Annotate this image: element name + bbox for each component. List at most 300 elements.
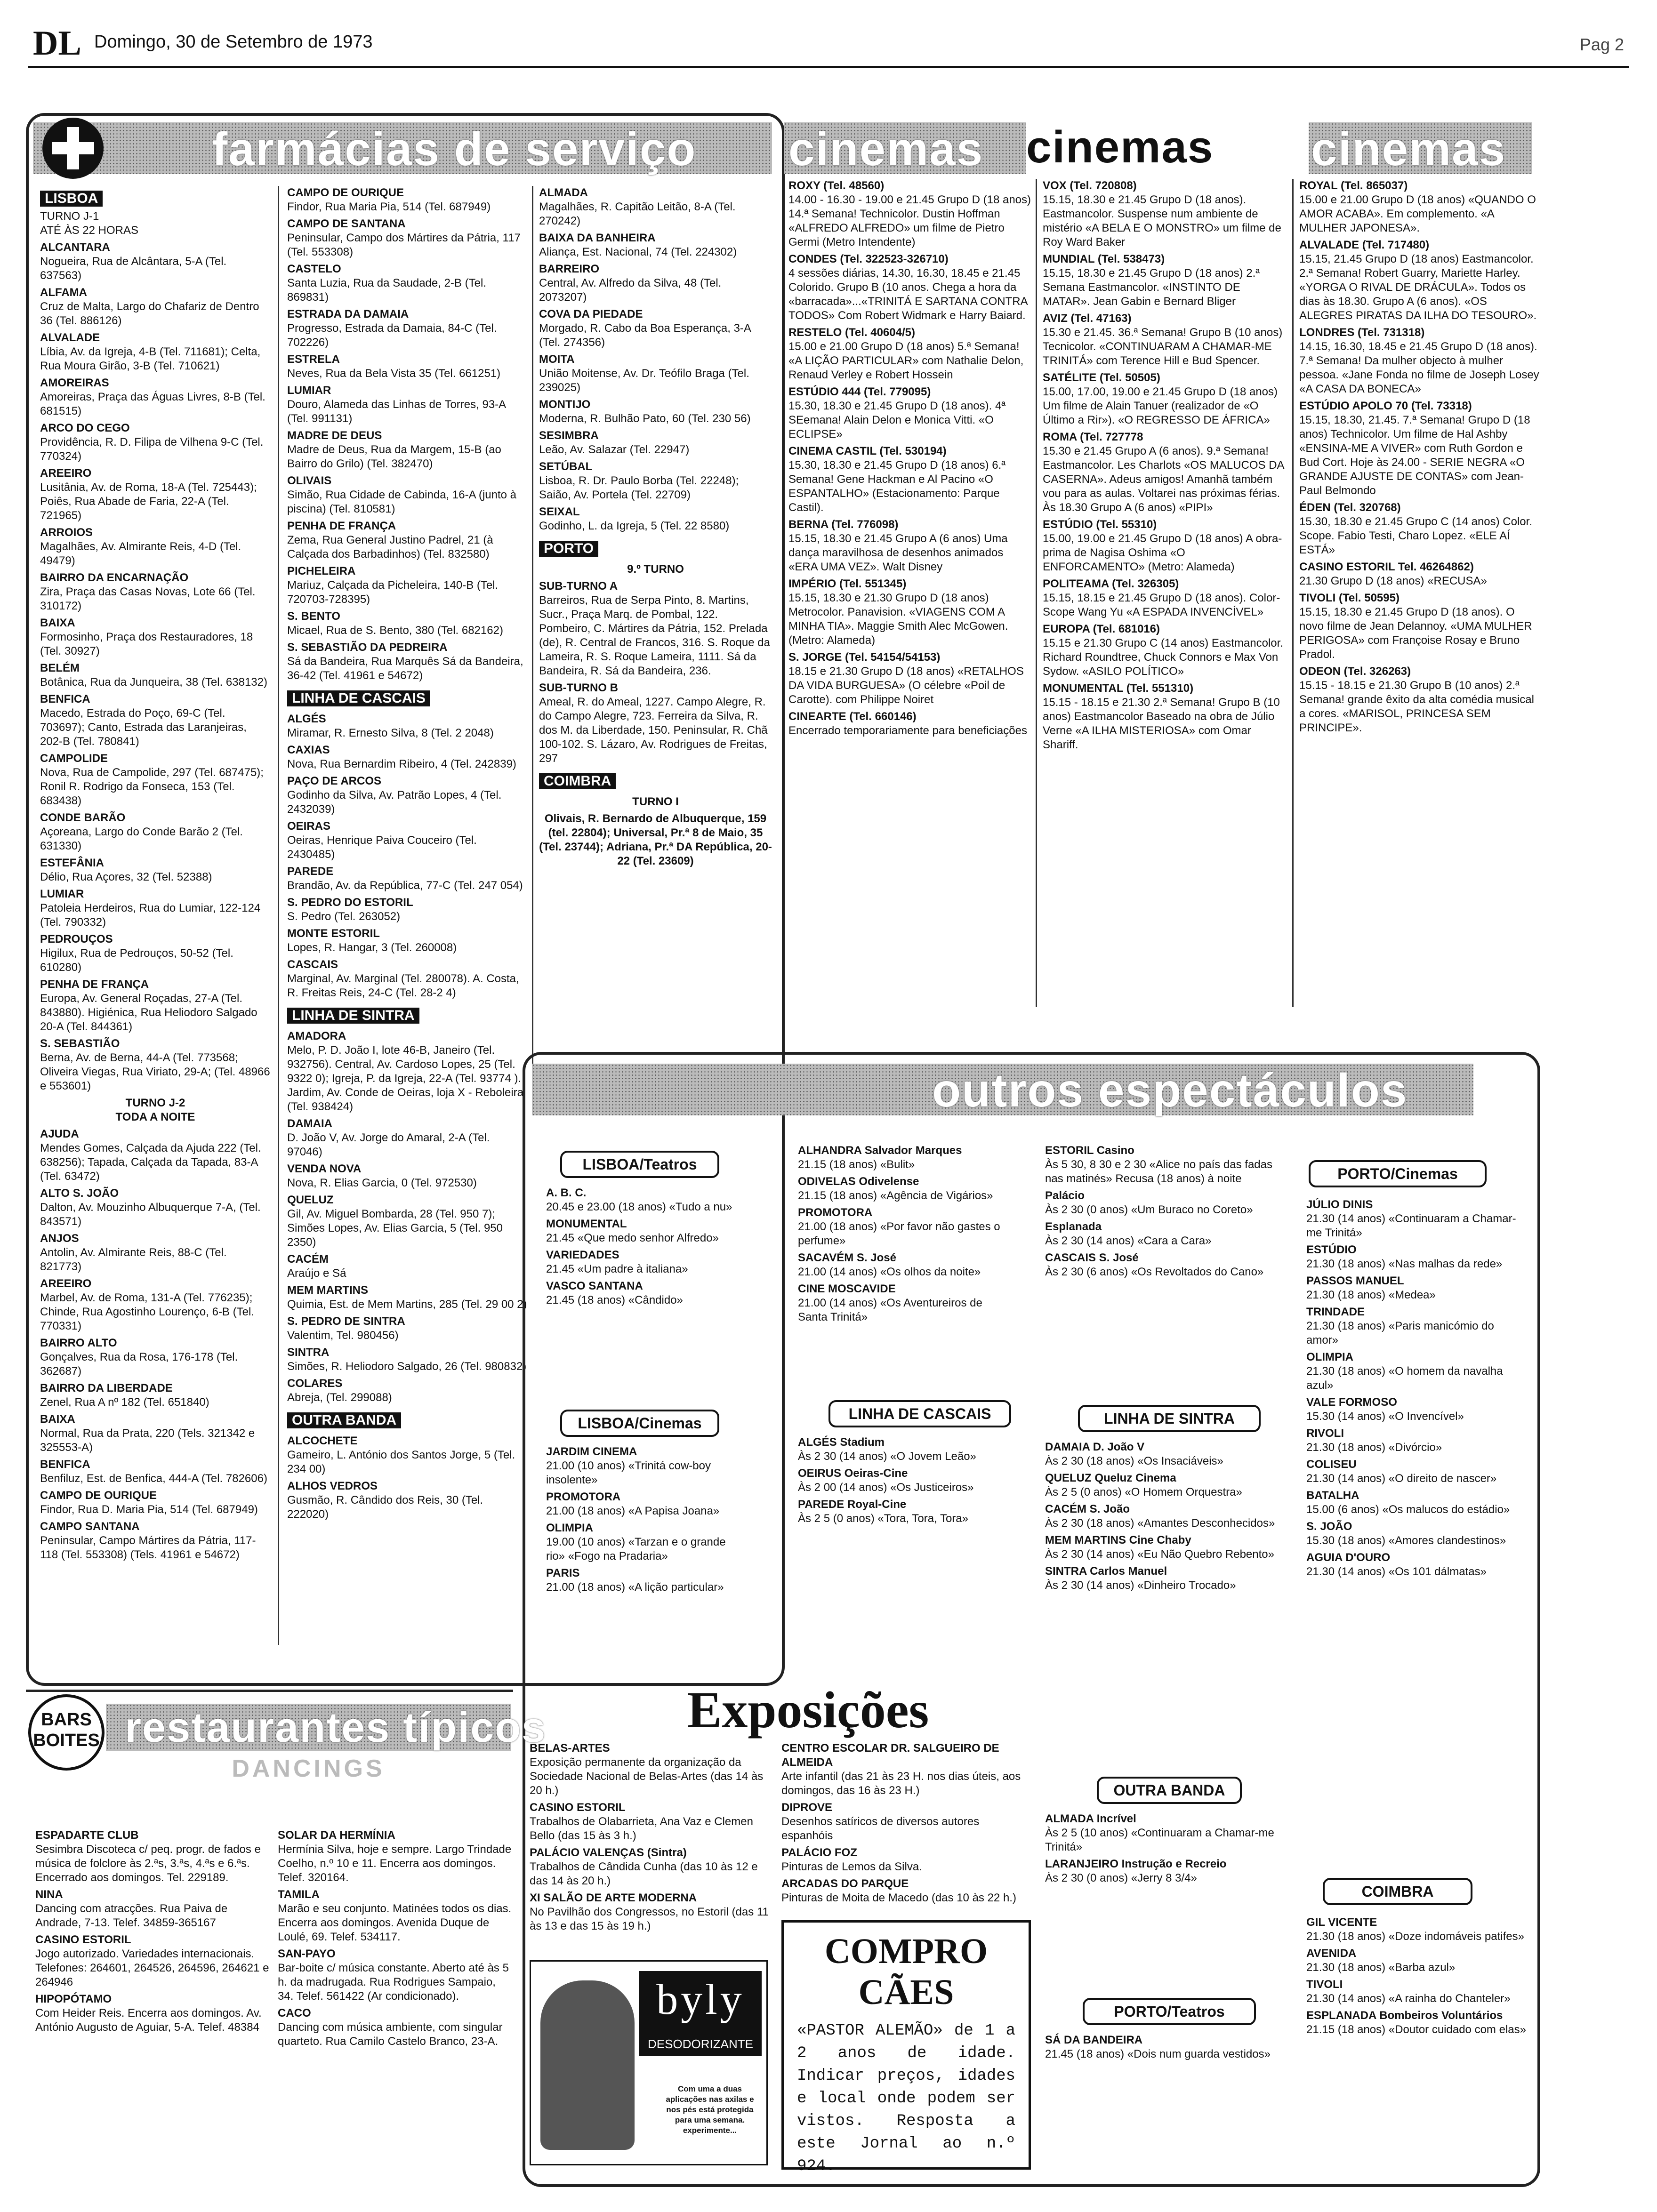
entry-heading: MOITA [539,353,575,366]
listing-entry [1043,518,1287,574]
entry-text: 15.15, 18.30 e 21.45 Grupo D (18 anos). O novo filme de Jean Delannoy. «UMA MULHER PERIGOSA» com Françoise Rosay e Bruno Pradol. [1299,606,1536,661]
byly-brand: byly [639,1971,762,2032]
entry-heading: BATALHA [1306,1489,1359,1502]
entry-heading: PEDROUÇOS [40,933,113,946]
entry-heading: ESTÚDIO APOLO 70 (Tel. 73318) [1299,400,1472,412]
entry-heading: EUROPA (Tel. 681016) [1043,623,1160,635]
listing-entry [40,1458,271,1486]
listing-entry [798,1498,1000,1526]
entry-text: 15.00, 19.00 e 21.45 Grupo D (18 anos) A obra-prima de Nagisa Oshima «O ENFORCAMENTO» (Metro: Alameda) [1043,532,1282,573]
entry-text: 4 sessões diárias, 14.30, 16.30, 18.45 e 21.45 Colorido. Grupo B (10 anos. Chega a hora da «barracada»...«TRINITÁ E SARTANA CONTRA TODOS» Com Robert Widmark e Harry Baiard. [788,267,1030,322]
entry-text: 15.00 e 21.00 Grupo D (18 anos) 5.ª Semana! «A LIÇÃO PARTICULAR» com Nathalie Delon, Renaud Verley e Robert Hossein [788,340,1027,381]
entry-text: 21.15 (18 anos) «Agência de Vigários» [798,1189,993,1202]
entry-heading: BAIRRO DA LIBERDADE [40,1382,173,1395]
listing-entry [1299,326,1543,396]
page-header [33,19,1624,66]
listing-entry [539,186,772,228]
listing-entry [287,1193,527,1250]
entry-heading: MONTIJO [539,398,591,411]
entry-text: Central, Av. Alfredo da Silva, 48 (Tel. 2073207) [539,277,724,304]
listing-entry [40,1381,271,1410]
entry-heading: ODIVELAS Odivelense [798,1175,919,1188]
entry-text: Peninsular, Campo dos Mártires da Pátria, 117 (Tel. 553308) [287,232,524,258]
entry-text: Europa, Av. General Roçadas, 27-A (Tel. 843880). Higiénica, Rua Heliodoro Salgado 20-A (Tel. 844361) [40,992,261,1033]
entry-heading: PALÁCIO VALENÇAS (Sintra) [530,1846,687,1859]
entry-text: Olivais, R. Bernardo de Albuquerque, 159 (tel. 22804); Universal, Pr.ª 8 de Maio, 35 (Tel. 23744); Adriana, Pr.ª DA República, 20-22 (Tel. 23609) [539,812,772,867]
entry-heading: MEM MARTINS Cine Chaby [1045,1534,1191,1547]
entry-heading: ESTÚDIO [1306,1243,1357,1256]
entry-text: Patoleia Herdeiros, Rua do Lumiar, 122-124 (Tel. 790332) [40,902,264,929]
entry-heading: AREEIRO [40,1277,92,1290]
listing-entry [287,743,527,771]
entry-text: Às 2 5 (0 anos) «O Homem Orquestra» [1045,1486,1242,1499]
listing-entry [40,286,271,328]
entry-heading: ARCADAS DO PARQUE [781,1877,909,1890]
listing-entry [287,927,527,955]
listing-entry [287,686,527,709]
entry-heading: CACÉM [287,1253,329,1266]
entry-text: 15.00, 17.00, 19.00 e 21.45 Grupo D (18 anos) Um filme de Alain Tanuer (realizador de «O Último a Rir»). «O REGRESSO DE ÁFRICA» [1043,385,1281,426]
listing-entry [287,1377,527,1405]
entry-heading: VALE FORMOSO [1306,1396,1397,1409]
entry-heading: PAREDE Royal-Cine [798,1498,907,1511]
entry-heading: ALVALADE (Tel. 717480) [1299,239,1430,251]
entry-heading: PROMOTORA [798,1206,873,1219]
entry-text: 21.30 (18 anos) «O homem da navalha azul» [1306,1365,1506,1392]
listing-entry [1043,430,1287,515]
entry-text: Macedo, Estrada do Poço, 69-C (Tel. 703697); Canto, Estrada das Laranjeiras, 202-B (Tel. 780841) [40,707,250,748]
listing-entry [781,1877,1026,1905]
listing-entry [40,1127,271,1184]
entry-text: Às 2 30 (18 anos) «Amantes Desconhecidos» [1045,1517,1275,1530]
listing-entry [287,186,527,214]
coimbra-list [1306,1915,1528,2160]
listing-entry [798,1251,1000,1279]
entry-heading: CASINO ESTORIL [35,1933,131,1946]
listing-entry [40,692,271,749]
entry-text: Valentim, Tel. 980456) [287,1329,399,1342]
listing-entry [788,518,1033,574]
entry-heading: ALVALADE [40,331,100,344]
farmacias-banner [33,122,772,174]
entry-heading: Palácio [1045,1189,1085,1202]
listing-entry [530,1801,774,1843]
entry-text: Godinho, L. da Igreja, 5 (Tel. 22 8580) [539,520,730,532]
entry-heading: POLITEAMA (Tel. 326305) [1043,577,1179,590]
listing-entry [798,1144,1000,1172]
entry-heading: OLIMPIA [1306,1351,1353,1363]
listing-entry [1306,1395,1528,1424]
listing-entry [1045,1471,1290,1499]
cinemas-title: cinemas [1026,122,1214,172]
entry-heading: PASSOS MANUEL [1306,1274,1404,1287]
listing-entry [287,1117,527,1159]
entry-heading: VENDA NOVA [287,1162,362,1175]
entry-heading: CINE MOSCAVIDE [798,1282,896,1295]
entry-text: Marão e seu conjunto. Matinées todos os dias. Encerra aos domingos. Avenida Duque de Loulé, 69. Telef. 534117. [278,1902,515,1943]
entry-text: Às 2 30 (14 anos) «Cara a Cara» [1045,1234,1212,1247]
entry-text: Délio, Rua Açores, 32 (Tel. 52388) [40,871,212,883]
entry-text: 21.30 (14 anos) «Os 101 dálmatas» [1306,1565,1487,1578]
column-divider [278,186,279,1645]
listing-entry [539,398,772,426]
listing-entry [35,1933,271,1989]
entry-text: Às 2 30 (6 anos) «Os Revoltados do Cano» [1045,1266,1264,1278]
entry-heading: ROMA (Tel. 727778 [1043,431,1143,443]
entry-text: Godinho da Silva, Av. Patrão Lopes, 4 (Tel. 2432039) [287,789,505,816]
entry-text: Aliança, Est. Nacional, 74 (Tel. 224302) [539,246,737,258]
entry-heading: SINTRA Carlos Manuel [1045,1565,1167,1578]
entry-heading: IMPÉRIO (Tel. 551345) [788,577,907,590]
listing-entry [781,1741,1026,1798]
listing-entry [40,1277,271,1333]
listing-entry [546,1490,744,1518]
entry-text: Oeiras, Henrique Paiva Couceiro (Tel. 2430485) [287,834,480,861]
farmacias-column-2 [287,186,527,1673]
entry-text: 15.30, 18.30 e 21.45 Grupo D (18 anos) 6.ª Semana! Gene Hackman e Al Pacino «O ESPANTALHO» (Estacionamento: Parque Castil). [788,459,1009,514]
entry-heading: AJUDA [40,1128,79,1140]
listing-entry [1043,681,1287,752]
entry-text: Açoreana, Largo do Conde Barão 2 (Tel. 631330) [40,825,246,852]
entry-text: 21.15 (18 anos) «Bulit» [798,1158,915,1171]
entry-text: Às 2 30 (14 anos) «O Jovem Leão» [798,1450,976,1463]
entry-heading: SESIMBRA [539,429,599,442]
entry-heading: MEM MARTINS [287,1284,368,1297]
listing-entry [278,1828,513,1885]
listing-entry [1306,2009,1528,2037]
entry-text: 14.00 - 16.30 - 19.00 e 21.45 Grupo D (18 anos) 14.ª Semana! Technicolor. Dustin Hoffman «ALFREDO ALFREDO» um filme de Pietro Germi (Metro Intendente) [788,193,1034,248]
listing-entry [1299,179,1539,235]
listing-entry [539,769,772,792]
listing-entry [1043,577,1287,619]
entry-text: Às 2 30 (0 anos) «Um Buraco no Coreto» [1045,1203,1253,1216]
entry-heading: BENFICA [40,693,90,705]
entry-text: 21.00 (14 anos) «Os olhos da noite» [798,1266,981,1278]
listing-entry [278,1947,513,2004]
entry-heading: CAMPO SANTANA [40,1520,140,1533]
listing-entry [287,1252,527,1281]
entry-heading: SACAVÉM S. José [798,1251,896,1264]
entry-text: TURNO I [632,795,679,808]
entry-text: Trabalhos de Cândida Cunha (das 10 às 12 e das 14 às 20 h.) [530,1860,761,1887]
listing-entry [287,819,527,862]
entry-text: Nogueira, Rua de Alcântara, 5-A (Tel. 637563) [40,255,230,282]
entry-text: Quimia, Est. de Mem Martins, 285 (Tel. 29 00 2) [287,1298,527,1311]
entry-text: S. Pedro (Tel. 263052) [287,910,401,923]
entry-heading: DAMAIA [287,1117,332,1130]
outros-banner [532,1064,1473,1115]
entry-heading: A. B. C. [546,1186,587,1199]
entry-heading: AVENIDA [1306,1947,1357,1960]
entry-text: Arte infantil (das 21 às 23 H. nos dias úteis, aos domingos, das 16 às 23 H.) [781,1770,1024,1797]
cinemas-ghost-right: cinemas [1311,123,1506,176]
entry-heading: S. SEBASTIÃO [40,1037,120,1050]
listing-entry [1306,1978,1528,2006]
porto-cinemas-list [1306,1198,1528,1866]
listing-entry [287,1003,527,1026]
entry-heading: Esplanada [1045,1220,1102,1233]
listing-entry [40,571,271,613]
entry-heading: CAMPO DE OURIQUE [40,1489,157,1502]
entry-heading: AMADORA [287,1030,346,1042]
column-divider [532,186,533,1071]
entry-text: 21.30 (18 anos) «Nas malhas da rede» [1306,1258,1503,1270]
coimbra-tag: COIMBRA [1323,1878,1472,1905]
entry-heading: DIPROVE [781,1801,833,1814]
listing-entry [1306,1915,1528,1944]
listing-entry [1043,252,1287,309]
entry-heading: TIVOLI (Tel. 50595) [1299,592,1400,604]
section-heading: PORTO [539,541,598,557]
entry-text: Lusitânia, Av. de Roma, 18-A (Tel. 725443); Poiês, Rua Abade de Faria, 22-A (Tel. 721965) [40,481,260,522]
entry-heading: AGUIA D'OURO [1306,1551,1391,1564]
compro-title: COMPRO CÃES [824,1931,988,2012]
listing-entry [287,1314,527,1343]
entry-text: Peninsular, Campo Mártires da Pátria, 117-118 (Tel. 553308) (Tels. 41961 e 54672) [40,1534,256,1561]
lisboa-cinemas-tag: LISBOA/Cinemas [560,1410,719,1437]
entry-heading: SINTRA [287,1346,330,1359]
entry-text: 18.15 e 21.30 Grupo D (18 anos) «RETALHOS DA VIDA BURGUESA» (O célebre «Poil de Carotte). com Philippe Noiret [788,665,1027,706]
entry-heading: S. PEDRO DO ESTORIL [287,896,413,909]
entry-heading: ALCANTARA [40,241,110,254]
listing-entry [530,1846,774,1888]
entry-heading: CASCAIS [287,958,338,971]
entry-heading: PENHA DE FRANÇA [287,520,396,532]
entry-heading: ALGÉS Stadium [798,1436,885,1449]
entry-text: Araújo e Sá [287,1267,346,1280]
byly-ad [530,1960,768,2165]
entry-text: Sá da Bandeira, Rua Marquês Sá da Bandeira, 36-42 (Tel. 41961 e 54672) [287,655,527,682]
listing-entry [40,1489,271,1517]
listing-entry [788,252,1033,323]
listing-entry [1306,1350,1528,1393]
entry-heading: CONDE BARÃO [40,811,126,824]
entry-heading: CACÉM S. João [1045,1503,1130,1515]
entry-text: 15.15, 18.30, 21.45. 7.ª Semana! Grupo D (18 anos) Technicolor. Um filme de Hal Ashby «ENSINA-ME A VIVER» com Ruth Gordon e Bud Cort. Hoje às 24.00 - SERIE NEGRA «O GRANDE AJUSTE DE CONTAS» com Jean-Paul Belmondo [1299,414,1534,497]
farmacias-title: farmácias de serviço [212,123,697,176]
entry-text: Gusmão, R. Cândido dos Reis, 30 (Tel. 222020) [287,1494,486,1521]
listing-entry [35,1888,271,1930]
listing-entry [539,681,772,766]
entry-heading: ANJOS [40,1232,79,1245]
entry-heading: ALHOS VEDROS [287,1480,378,1492]
listing-entry [1306,1458,1528,1486]
entry-text: Bar-boite c/ música constante. Aberto até às 5 h. da madrugada. Rua Rodrigues Sampaio, 34. Telef. 561422 (Ar condicionado). [278,1962,512,2003]
listing-entry [1306,1947,1528,1975]
listing-entry [1299,591,1539,662]
entry-heading: ESPADARTE CLUB [35,1829,139,1842]
listing-entry [40,240,271,283]
listing-entry [287,217,527,259]
entry-text: 21.45 (18 anos) «Dois num guarda vestidos» [1045,2048,1271,2060]
entry-heading: CASTELO [287,263,341,275]
entry-heading: COLARES [287,1377,343,1390]
entry-text: Ameal, R. do Ameal, 1227. Campo Alegre, R. do Campo Alegre, 723. Ferreira da Silva, R. dos M. da Liberdade, 150. Peninsular, R. Chã 100-102. S. Lázaro, Av. Rodrigues de Freitas, 297 [539,696,771,765]
listing-entry [1306,1305,1528,1347]
listing-entry [40,1520,271,1562]
entry-text: Às 2 30 (14 anos) «Dinheiro Trocado» [1045,1579,1236,1592]
entry-text: 15.15 e 21.30 Grupo C (14 anos) Eastmancolor. Richard Roundtree, Chuck Connors e Max Von Sydow. «ASILO POLÍTICO» [1043,637,1287,678]
listing-entry [1299,501,1539,557]
listing-entry [40,186,271,238]
listing-entry [35,1992,271,2035]
listing-entry [788,326,1033,382]
entry-heading: ESTRADA DA DAMAIA [287,308,409,321]
newspaper-logo: DL [33,24,81,63]
cinemas-column-1 [788,179,1033,1045]
entry-text: 21.45 (18 anos) «Cândido» [546,1294,683,1306]
lisboa-teatros-tag: LISBOA/Teatros [560,1151,719,1178]
entry-heading: ESPLANADA Bombeiros Voluntários [1306,2009,1503,2022]
entry-heading: CAMPOLIDE [40,752,108,765]
porto-teatros-tag: PORTO/Teatros [1083,1998,1256,2025]
entry-heading: HIPOPÓTAMO [35,1993,112,2005]
entry-heading: LUMIAR [287,384,331,397]
entry-text: 9.º TURNO [627,563,684,576]
entry-heading: OEIRUS Oeiras-Cine [798,1467,908,1480]
listing-entry [539,307,772,350]
listing-entry [40,661,271,689]
entry-text: 15.30 (14 anos) «O Invencível» [1306,1410,1464,1423]
listing-entry [1043,371,1287,427]
entry-heading: CAMPO DE SANTANA [287,217,406,230]
entry-heading: BELAS-ARTES [530,1742,610,1755]
entry-text: Gil, Av. Miguel Bombarda, 28 (Tel. 950 7); Simões Lopes, Av. Elias Garcia, 5 (Tel. 950 2350) [287,1208,506,1249]
listing-entry [781,1846,1026,1874]
listing-entry [539,812,772,868]
entry-text: Pinturas de Lemos da Silva. [781,1860,922,1873]
entry-text: Lisboa, R. Dr. Paulo Borba (Tel. 22248); Saião, Av. Portela (Tel. 22709) [539,474,742,501]
entry-text: 21.30 (18 anos) «Divórcio» [1306,1441,1442,1454]
listing-entry [287,774,527,817]
entry-text: Findor, Rua Maria Pia, 514 (Tel. 687949) [287,200,491,213]
entry-text: Mariuz, Calçada da Picheleira, 140-B (Tel. 720703-728395) [287,579,501,606]
porto-cinemas-tag: PORTO/Cinemas [1309,1160,1487,1187]
listing-entry [1043,179,1287,249]
exposicoes-column-left [530,1741,774,1944]
listing-entry [1045,2033,1290,2061]
listing-entry [788,650,1033,707]
listing-entry [1045,1189,1290,1217]
listing-entry [781,1801,1026,1843]
entry-text: Desenhos satíricos de diversos autores espanhóis [781,1815,982,1842]
entry-text: Zema, Rua General Justino Padrel, 21 (à Calçada dos Barbadinhos) (Tel. 832580) [287,534,497,561]
linha-cascais-list [798,1435,1000,1671]
listing-entry [546,1279,744,1307]
entry-text: Nova, Rua de Campolide, 297 (Tel. 687475); Ronil R. Rodrigo da Fonseca, 153 (Tel. 683438) [40,766,267,807]
listing-entry [539,460,772,502]
listing-entry [287,1479,527,1522]
entry-heading: SUB-TURNO A [539,580,618,593]
listing-entry [287,958,527,1000]
entry-text: Antolin, Av. Almirante Reis, 88-C (Tel. 821773) [40,1246,230,1273]
entry-heading: ARROIOS [40,526,93,539]
entry-text: 15.30, 18.30 e 21.45 Grupo D (18 anos). 4ª SEemana! Alain Delon e Monica Vitti. «O ECLIPSE» [788,400,1009,441]
entry-text: 15.15 - 18.15 e 21.30 2.ª Semana! Grupo B (10 anos) Eastmancolor Baseado na obra de Júlio Verne «A ILHA MISTERIOSA» com Omar Shariff. [1043,696,1283,751]
section-heading: LINHA DE CASCAIS [287,690,430,706]
entry-text: Às 2 30 (0 anos) «Jerry 8 3/4» [1045,1872,1197,1884]
entry-text: Brandão, Av. da República, 77-C (Tel. 247 054) [287,879,523,892]
entry-text: 15.15, 18.30 e 21.45 Grupo D (18 anos). Eastmancolor. Suspense num ambiente de mistério «A BELA E O MONSTRO» um filme de Roy Ward Baker [1043,193,1285,248]
entry-heading: ALTO S. JOÃO [40,1187,119,1200]
entry-text: Com Heider Reis. Encerra aos domingos. Av. António Augusto de Aguiar, 5-A. Telef. 48384 [35,2007,264,2034]
entry-text: Berna, Av. de Berna, 44-A (Tel. 773568; Oliveira Viegas, Rua Viriato, 29-A; (Tel. 48966 e 553601) [40,1051,273,1092]
entry-text: 15.15, 18.15 e 21.45 Grupo D (18 anos). Color-Scope Wang Yu «A ESPADA INVENCÍVEL» [1043,592,1280,618]
entry-text: Amoreiras, Praça das Águas Livres, 8-B (Tel. 681515) [40,391,269,417]
entry-text: 15.30 (18 anos) «Amores clandestinos» [1306,1534,1506,1547]
entry-text: 21.30 (18 anos) «Paris manicómio do amor» [1306,1320,1497,1346]
entry-heading: SAN-PAYO [278,1948,336,1960]
listing-entry [530,1741,774,1798]
entry-heading: RIVOLI [1306,1427,1344,1440]
listing-entry [1045,1857,1290,1885]
entry-text: 21.30 (18 anos) «Barba azul» [1306,1961,1456,1974]
header-rule [28,66,1629,68]
listing-entry [40,421,271,464]
entry-heading: CONDES (Tel. 322523-326710) [788,253,949,265]
entry-text: 21.00 (18 anos) «A Papisa Joana» [546,1505,720,1517]
entry-heading: BAIRRO DA ENCARNAÇÃO [40,571,189,584]
entry-text: Dalton, Av. Mouzinho Albuquerque 7-A, (Tel. 843571) [40,1201,264,1228]
listing-entry [798,1435,1000,1464]
entry-text: Simão, Rua Cidade de Cabinda, 16-A (junto à piscina) (Tel. 810581) [287,489,520,515]
entry-text: Findor, Rua D. Maria Pia, 514 (Tel. 687949) [40,1503,258,1516]
entry-heading: ESTEFÂNIA [40,857,105,869]
entry-heading: MONUMENTAL (Tel. 551310) [1043,682,1194,695]
estoril-cascais-list [1045,1144,1290,1407]
listing-entry [287,1434,527,1476]
entry-text: No Pavilhão dos Congressos, no Estoril (das 11 às 13 e das 15 às 19 h.) [530,1906,772,1932]
entry-heading: ESTÚDIO (Tel. 55310) [1043,518,1157,531]
entry-text: Mendes Gomes, Calçada da Ajuda 222 (Tel. 638256); Tapada, Calçada da Tapada, 83-A (Tel. 63472) [40,1142,265,1183]
entry-text: Às 2 30 (18 anos) «Os Insaciáveis» [1045,1455,1223,1467]
entry-heading: JARDIM CINEMA [546,1445,637,1458]
listing-entry [539,505,772,533]
listing-entry [539,795,772,809]
entry-text: Pinturas de Moita de Macedo (das 10 às 22 h.) [781,1891,1016,1904]
byly-note: Com uma a duas aplicações nas axilas e nos pés está protegida para uma semana. experimente... [666,2084,754,2135]
listing-entry [1045,1502,1290,1531]
listing-entry [1043,312,1287,368]
listing-entry [546,1217,744,1245]
woman-portrait-image [540,1980,635,2150]
entry-text: Cruz de Malta, Largo do Chafariz de Dentro 36 (Tel. 886126) [40,300,263,327]
entry-heading: S. BENTO [287,610,340,623]
page-number: Pag 2 [1579,35,1624,54]
entry-text: Micael, Rua de S. Bento, 380 (Tel. 682162) [287,624,503,637]
entry-text: Hermínia Silva, hoje e sempre. Largo Trindade Coelho, n.º 10 e 11. Encerra aos domingos. Telef. 320164. [278,1843,515,1884]
section-heading: COIMBRA [539,773,616,789]
entry-heading: CINEMA CASTIL (Tel. 530194) [788,445,947,457]
listing-entry [546,1248,744,1276]
listing-entry [546,1521,744,1563]
entry-text: 15.15, 18.30 e 21.30 Grupo D (18 anos) Metrocolor. Panavision. «VIAGENS COM A MINHA TIA». Maggie Smith Alec McGowen. (Metro: Alameda) [788,592,1012,647]
entry-text: Douro, Alameda das Linhas de Torres, 93-A (Tel. 991131) [287,398,509,425]
entry-text: D. João V, Av. Jorge do Amaral, 2-A (Tel. 97046) [287,1131,493,1158]
lisboa-cinemas-list [546,1445,744,1680]
entry-heading: CASCAIS S. José [1045,1251,1139,1264]
listing-entry [287,307,527,350]
entry-heading: CAXIAS [287,744,330,756]
listing-entry [40,752,271,808]
listing-entry [1299,399,1539,498]
bars-column-right [278,1828,513,2196]
entry-heading: ROXY (Tel. 48560) [788,179,885,192]
listing-entry [788,385,1033,441]
listing-entry [1306,1489,1528,1517]
entry-heading: SATÉLITE (Tel. 50505) [1043,371,1160,384]
entry-heading: GIL VICENTE [1306,1916,1377,1929]
